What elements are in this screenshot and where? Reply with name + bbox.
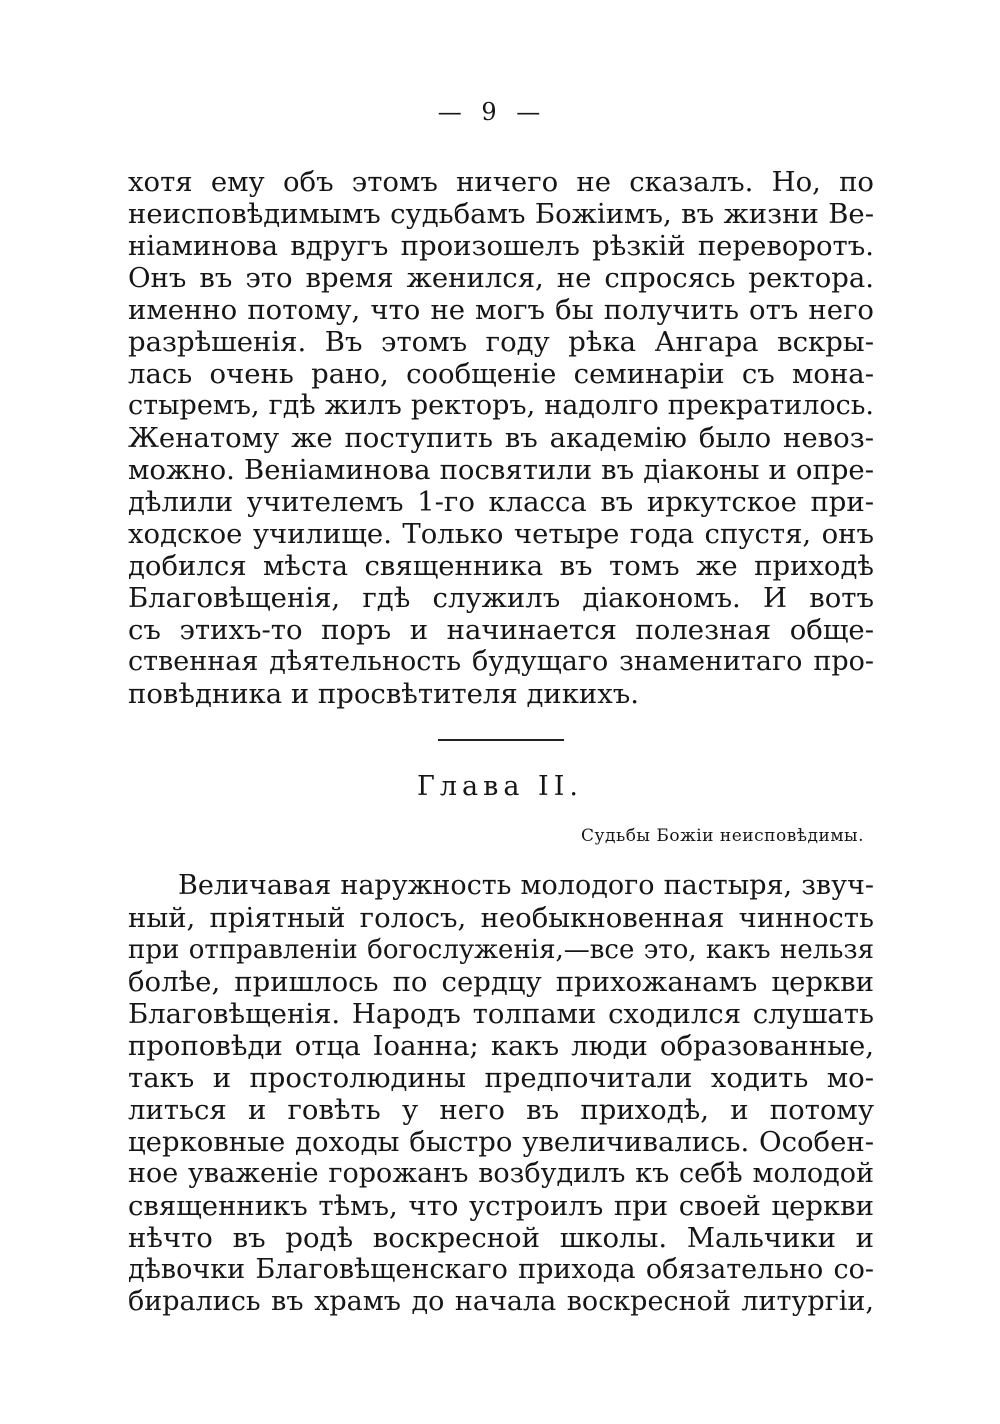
text-line: дѣлили учителемъ 1-го класса въ иркутское при- bbox=[128, 486, 874, 518]
text-line: дѣвочки Благовѣщенскаго прихода обязательно со- bbox=[128, 1254, 874, 1285]
text-line: ственная дѣятельность будущаго знаменитаго про- bbox=[128, 646, 874, 677]
page-number: — 9 — bbox=[437, 98, 547, 126]
text-line: можно. Веніаминова посвятили въ діаконы и опре- bbox=[128, 454, 874, 486]
text-line: Благовѣщенія. Народъ толпами сходился слушать bbox=[128, 998, 874, 1030]
text-line: при отправленіи богослуженія,—все это, какъ нельзя bbox=[128, 935, 874, 965]
text-line: Благовѣщенія, гдѣ служилъ діакономъ. И вотъ bbox=[128, 582, 874, 614]
text-line: нѣчто въ родѣ воскресной школы. Мальчики и bbox=[128, 1222, 874, 1254]
text-line: ходское училище. Только четыре года спустя, онъ bbox=[128, 518, 874, 550]
text-line: проповѣди отца Іоанна; какъ люди образованные, bbox=[128, 1030, 874, 1062]
text-line: Онъ въ это время женился, не спросясь ректора. bbox=[128, 262, 874, 294]
chapter-epigraph: Судьбы Божіи неисповѣдимы. bbox=[580, 826, 864, 846]
text-line: такъ и простолюдины предпочитали ходить мо- bbox=[128, 1062, 874, 1094]
text-line: добился мѣста священника въ томъ же приходѣ bbox=[128, 550, 874, 582]
chapter-title: Глава II. bbox=[417, 771, 583, 802]
text-line: литься и говѣть у него въ приходѣ, и потому bbox=[128, 1094, 874, 1126]
text-line: ное уваженіе горожанъ возбудилъ къ себѣ молодой bbox=[128, 1158, 874, 1189]
text-line: неисповѣдимымъ судьбамъ Божіимъ, въ жизни Ве- bbox=[128, 198, 874, 230]
text-line: болѣе, пришлось по сердцу прихожанамъ церкви bbox=[128, 966, 874, 998]
text-line: съ этихъ-то поръ и начинается полезная обще- bbox=[128, 614, 874, 646]
text-line: повѣдника и просвѣтителя дикихъ. bbox=[128, 678, 640, 710]
text-line: ный, пріятный голосъ, необыкновенная чинность bbox=[128, 902, 874, 934]
text-line: церковные доходы быстро увеличивались. Особен- bbox=[128, 1126, 874, 1158]
paragraph-continuation bbox=[128, 166, 874, 710]
paragraph bbox=[128, 870, 874, 1318]
section-divider bbox=[438, 739, 564, 741]
text-line: священникъ тѣмъ, что устроилъ при своей церкви bbox=[128, 1190, 874, 1222]
text-line: бирались въ храмъ до начала воскресной литургіи, bbox=[128, 1286, 874, 1317]
text-line: хотя ему объ этомъ ничего не сказалъ. Но, по bbox=[128, 166, 874, 198]
text-line: Величавая наружность молодого пастыря, звуч- bbox=[178, 870, 874, 901]
text-line: лась очень рано, сообщеніе семинаріи съ мона- bbox=[128, 358, 874, 390]
text-line: стыремъ, гдѣ жилъ ректоръ, надолго прекратилось. bbox=[128, 390, 874, 421]
text-line: Женатому же поступить въ академію было невоз- bbox=[128, 422, 874, 454]
text-line: разрѣшенія. Въ этомъ году рѣка Ангара вскры- bbox=[128, 326, 874, 358]
text-line: именно потому, что не могъ бы получить отъ него bbox=[128, 294, 874, 326]
text-line: ніаминова вдругъ произошелъ рѣзкій переворотъ. bbox=[128, 230, 874, 262]
